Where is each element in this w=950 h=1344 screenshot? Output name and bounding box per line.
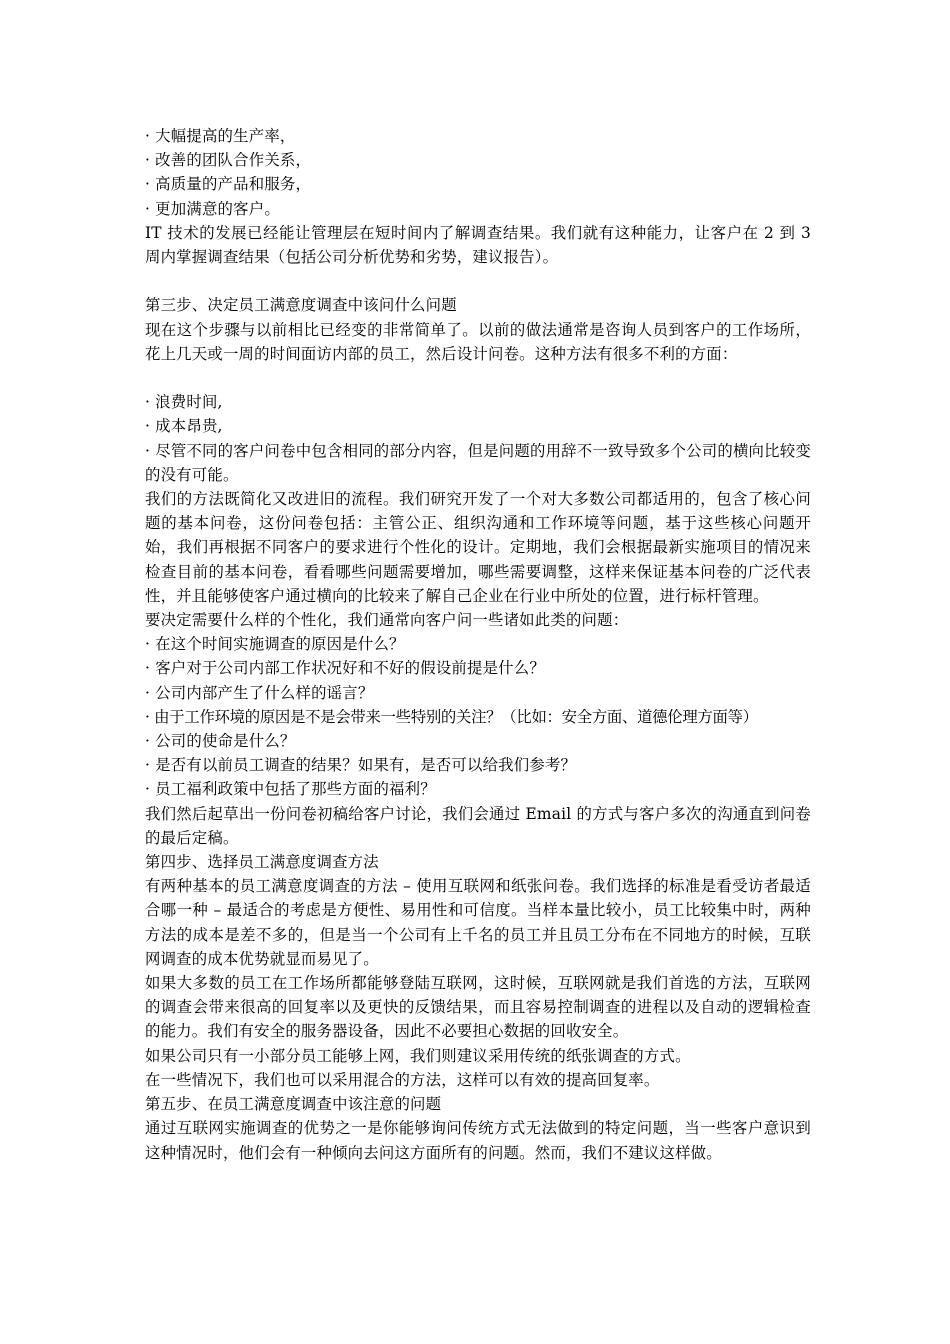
list-item: · 由于工作环境的原因是不是会带来一些特别的关注？（比如：安全方面、道德伦理方面等） bbox=[145, 707, 758, 726]
paragraph: 现在这个步骤与以前相比已经变的非常简单了。以前的做法通常是咨询人员到客户的工作场所，花上几天或一周的时间面访内部的员工，然后设计问卷。这种方法有很多不利的方面： bbox=[145, 320, 811, 363]
benefit-list bbox=[145, 124, 811, 221]
list-item: · 浪费时间, bbox=[145, 393, 223, 412]
list-item: · 高质量的产品和服务， bbox=[145, 175, 312, 194]
step4-heading: 第四步、选择员工满意度调查方法 bbox=[145, 853, 379, 872]
paragraph: 通过互联网实施调查的优势之一是你能够询问传统方式无法做到的特定问题，当一些客户意识到这种情况时，他们会有一种倾向去问这方面所有的问题。然而，我们不建议这样做。 bbox=[145, 1119, 811, 1162]
paragraph: 我们的方法既简化又改进旧的流程。我们研究开发了一个对大多数公司都适用的，包含了核心问题的基本问卷，这份问卷包括：主管公正、组织沟通和工作环境等问题，基于这些核心问题开始，我们再根据不同客户的要求进行个性化的设计。定期地，我们会根据最新实施项目的情况来检查目前的基本问卷，看看哪些问题需要增加，哪些需要调整，这样来保证基本问卷的广泛代表性，并且能够使客户通过横向的比较来了解自己企业在行业中所处的位置，进行标杆管理。 bbox=[145, 490, 811, 605]
list-item: · 客户对于公司内部工作状况好和不好的假设前提是什么？ bbox=[145, 659, 545, 678]
paragraph: 在一些情况下，我们也可以采用混合的方法，这样可以有效的提高回复率。 bbox=[145, 1070, 660, 1089]
list-item: · 改善的团队合作关系， bbox=[145, 151, 312, 170]
list-item: · 员工福利政策中包括了那些方面的福利？ bbox=[145, 780, 436, 799]
question-list bbox=[145, 632, 811, 801]
paragraph: 如果大多数的员工在工作场所都能够登陆互联网，这时候，互联网就是我们首选的方法，互联网的调查会带来很高的回复率以及更快的反馈结果，而且容易控制调查的进程以及自动的逻辑检查的能力。我们有安全的服务器设备，因此不必要担心数据的回收安全。 bbox=[145, 974, 811, 1041]
disadvantage-list bbox=[145, 390, 811, 487]
paragraph: 我们然后起草出一份问卷初稿给客户讨论，我们会通过 Email 的方式与客户多次的沟通直到问卷的最后定稿。 bbox=[145, 804, 811, 847]
step3-heading: 第三步、决定员工满意度调查中该问什么问题 bbox=[145, 296, 457, 315]
paragraph-it-technology: IT 技术的发展已经能让管理层在短时间内了解调查结果。我们就有这种能力，让客户在 2 到 3 周内掌握调查结果（包括公司分析优势和劣势，建议报告）。 bbox=[145, 223, 811, 267]
list-item: · 公司内部产生了什么样的谣言？ bbox=[145, 683, 374, 702]
document-page bbox=[145, 124, 811, 1165]
paragraph: 要决定需要什么样的个性化，我们通常向客户问一些诸如此类的问题： bbox=[145, 611, 629, 630]
step5-heading: 第五步、在员工满意度调查中该注意的问题 bbox=[145, 1095, 442, 1114]
spacer bbox=[145, 366, 811, 390]
list-item: · 大幅提高的生产率， bbox=[145, 127, 296, 145]
list-item: · 成本昂贵, bbox=[145, 417, 223, 436]
paragraph: 如果公司只有一小部分员工能够上网，我们则建议采用传统的纸张调查的方式。 bbox=[145, 1046, 691, 1065]
list-item: · 公司的使命是什么？ bbox=[145, 732, 296, 751]
paragraph: 有两种基本的员工满意度调查的方法 – 使用互联网和纸张问卷。我们选择的标准是看受访者最适合哪一种 – 最适合的考虑是方便性、易用性和可信度。当样本量比较小，员工比较集中时，两种方法的成本是差不多的，但是当一个公司有上千名的员工并且员工分布在不同地方的时候，互联网调查的成本优势就显而易见了。 bbox=[145, 877, 811, 968]
list-item: · 更加满意的客户。 bbox=[145, 199, 280, 218]
list-item: · 在这个时间实施调查的原因是什么？ bbox=[145, 635, 405, 654]
list-item: · 尽管不同的客户问卷中包含相同的部分内容，但是问题的用辞不一致导致多个公司的横向比较变的没有可能。 bbox=[145, 441, 811, 484]
spacer bbox=[145, 269, 811, 293]
list-item: · 是否有以前员工调查的结果？如果有，是否可以给我们参考？ bbox=[145, 756, 577, 775]
